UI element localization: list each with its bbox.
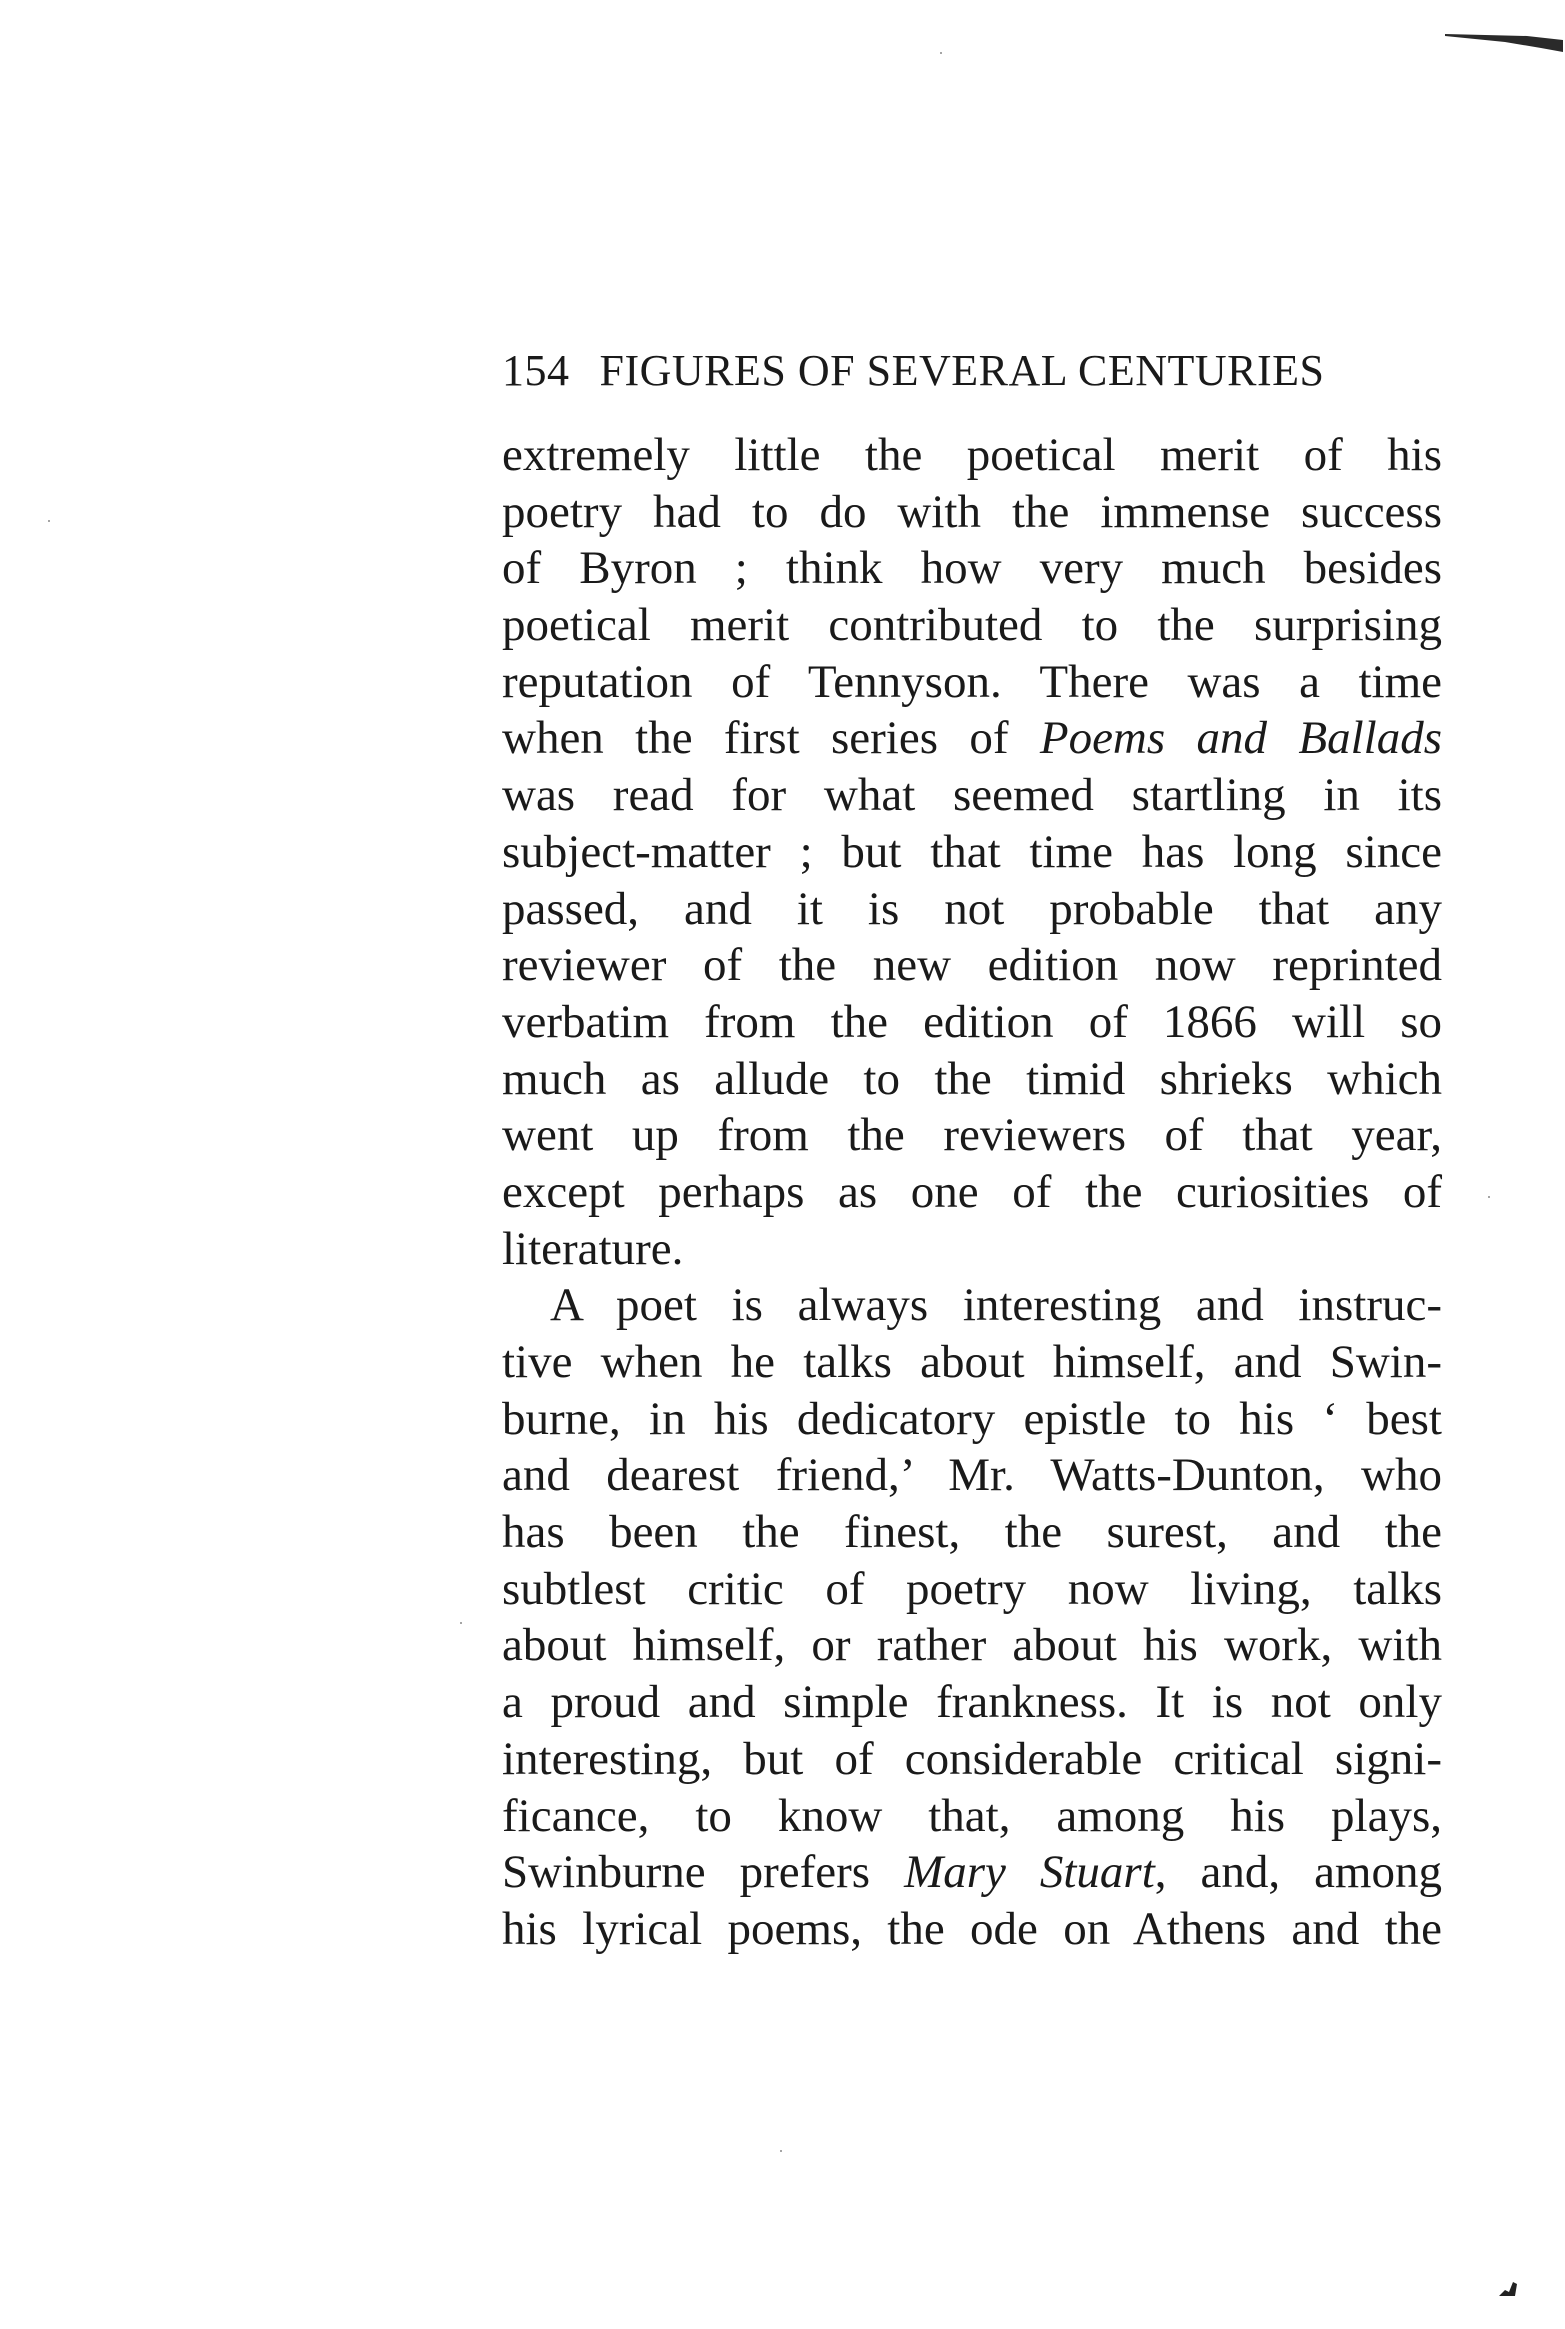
text-line: ficance, to know that, among his plays, [502, 1789, 1442, 1842]
text-segment: , and, among [1154, 1846, 1442, 1899]
text-line: subject-matter ; but that time has long since [502, 825, 1442, 878]
text-line: much as allude to the timid shrieks which [502, 1052, 1442, 1105]
scan-corner-mark [1497, 2280, 1519, 2298]
paper-speck [780, 2150, 782, 2152]
text-line: interesting, but of considerable critical signi- [502, 1732, 1442, 1785]
paper-speck [460, 1622, 462, 1624]
text-line: a proud and simple frankness. It is not only [502, 1676, 1442, 1729]
text-line: poetry had to do with the immense success [502, 485, 1442, 538]
text-line: went up from the reviewers of that year, [502, 1109, 1442, 1162]
text-segment: Swinburne prefers [502, 1846, 905, 1899]
text-line: subtlest critic of poetry now living, talks [502, 1562, 1442, 1615]
text-line [502, 1844, 1442, 1901]
text-line: except perhaps as one of the curiosities of [502, 1165, 1442, 1218]
text-line [502, 710, 1442, 767]
paper-speck [940, 52, 942, 54]
text-line: tive when he talks about himself, and Swin- [502, 1336, 1442, 1388]
text-line: extremely little the poetical merit of his [502, 429, 1442, 481]
text-line: was read for what seemed startling in its [502, 769, 1442, 822]
text-line: literature. [502, 1222, 684, 1275]
body-text [502, 427, 1442, 1958]
book-title: Mary Stuart [904, 1846, 1155, 1899]
text-line: A poet is always interesting and instruc- [550, 1279, 1442, 1332]
text-line: about himself, or rather about his work, with [502, 1619, 1442, 1672]
text-line: passed, and it is not probable that any [502, 882, 1442, 935]
running-title: FIGURES OF SEVERAL CENTURIES [599, 346, 1325, 395]
paper-speck [48, 520, 50, 522]
book-title: Poems and Ballads [1039, 712, 1442, 765]
paper-speck [1488, 1196, 1490, 1198]
text-line: reputation of Tennyson. There was a time [502, 655, 1442, 708]
text-line: his lyrical poems, the ode on Athens and the [502, 1902, 1442, 1955]
text-line: and dearest friend,’ Mr. Watts-Dunton, who [502, 1449, 1442, 1502]
text-segment: when the first series of [502, 712, 1040, 765]
page-number: 154 [502, 346, 570, 395]
text-line: reviewer of the new edition now reprinted [502, 939, 1442, 992]
text-line: poetical merit contributed to the surprising [502, 599, 1442, 652]
text-line: of Byron ; think how very much besides [502, 542, 1442, 595]
text-line: has been the finest, the surest, and the [502, 1506, 1442, 1559]
scan-edge-mark [1445, 28, 1565, 54]
text-line: verbatim from the edition of 1866 will so [502, 995, 1442, 1048]
text-line: burne, in his dedicatory epistle to his ‘ best [502, 1392, 1442, 1445]
running-header [502, 342, 1414, 400]
